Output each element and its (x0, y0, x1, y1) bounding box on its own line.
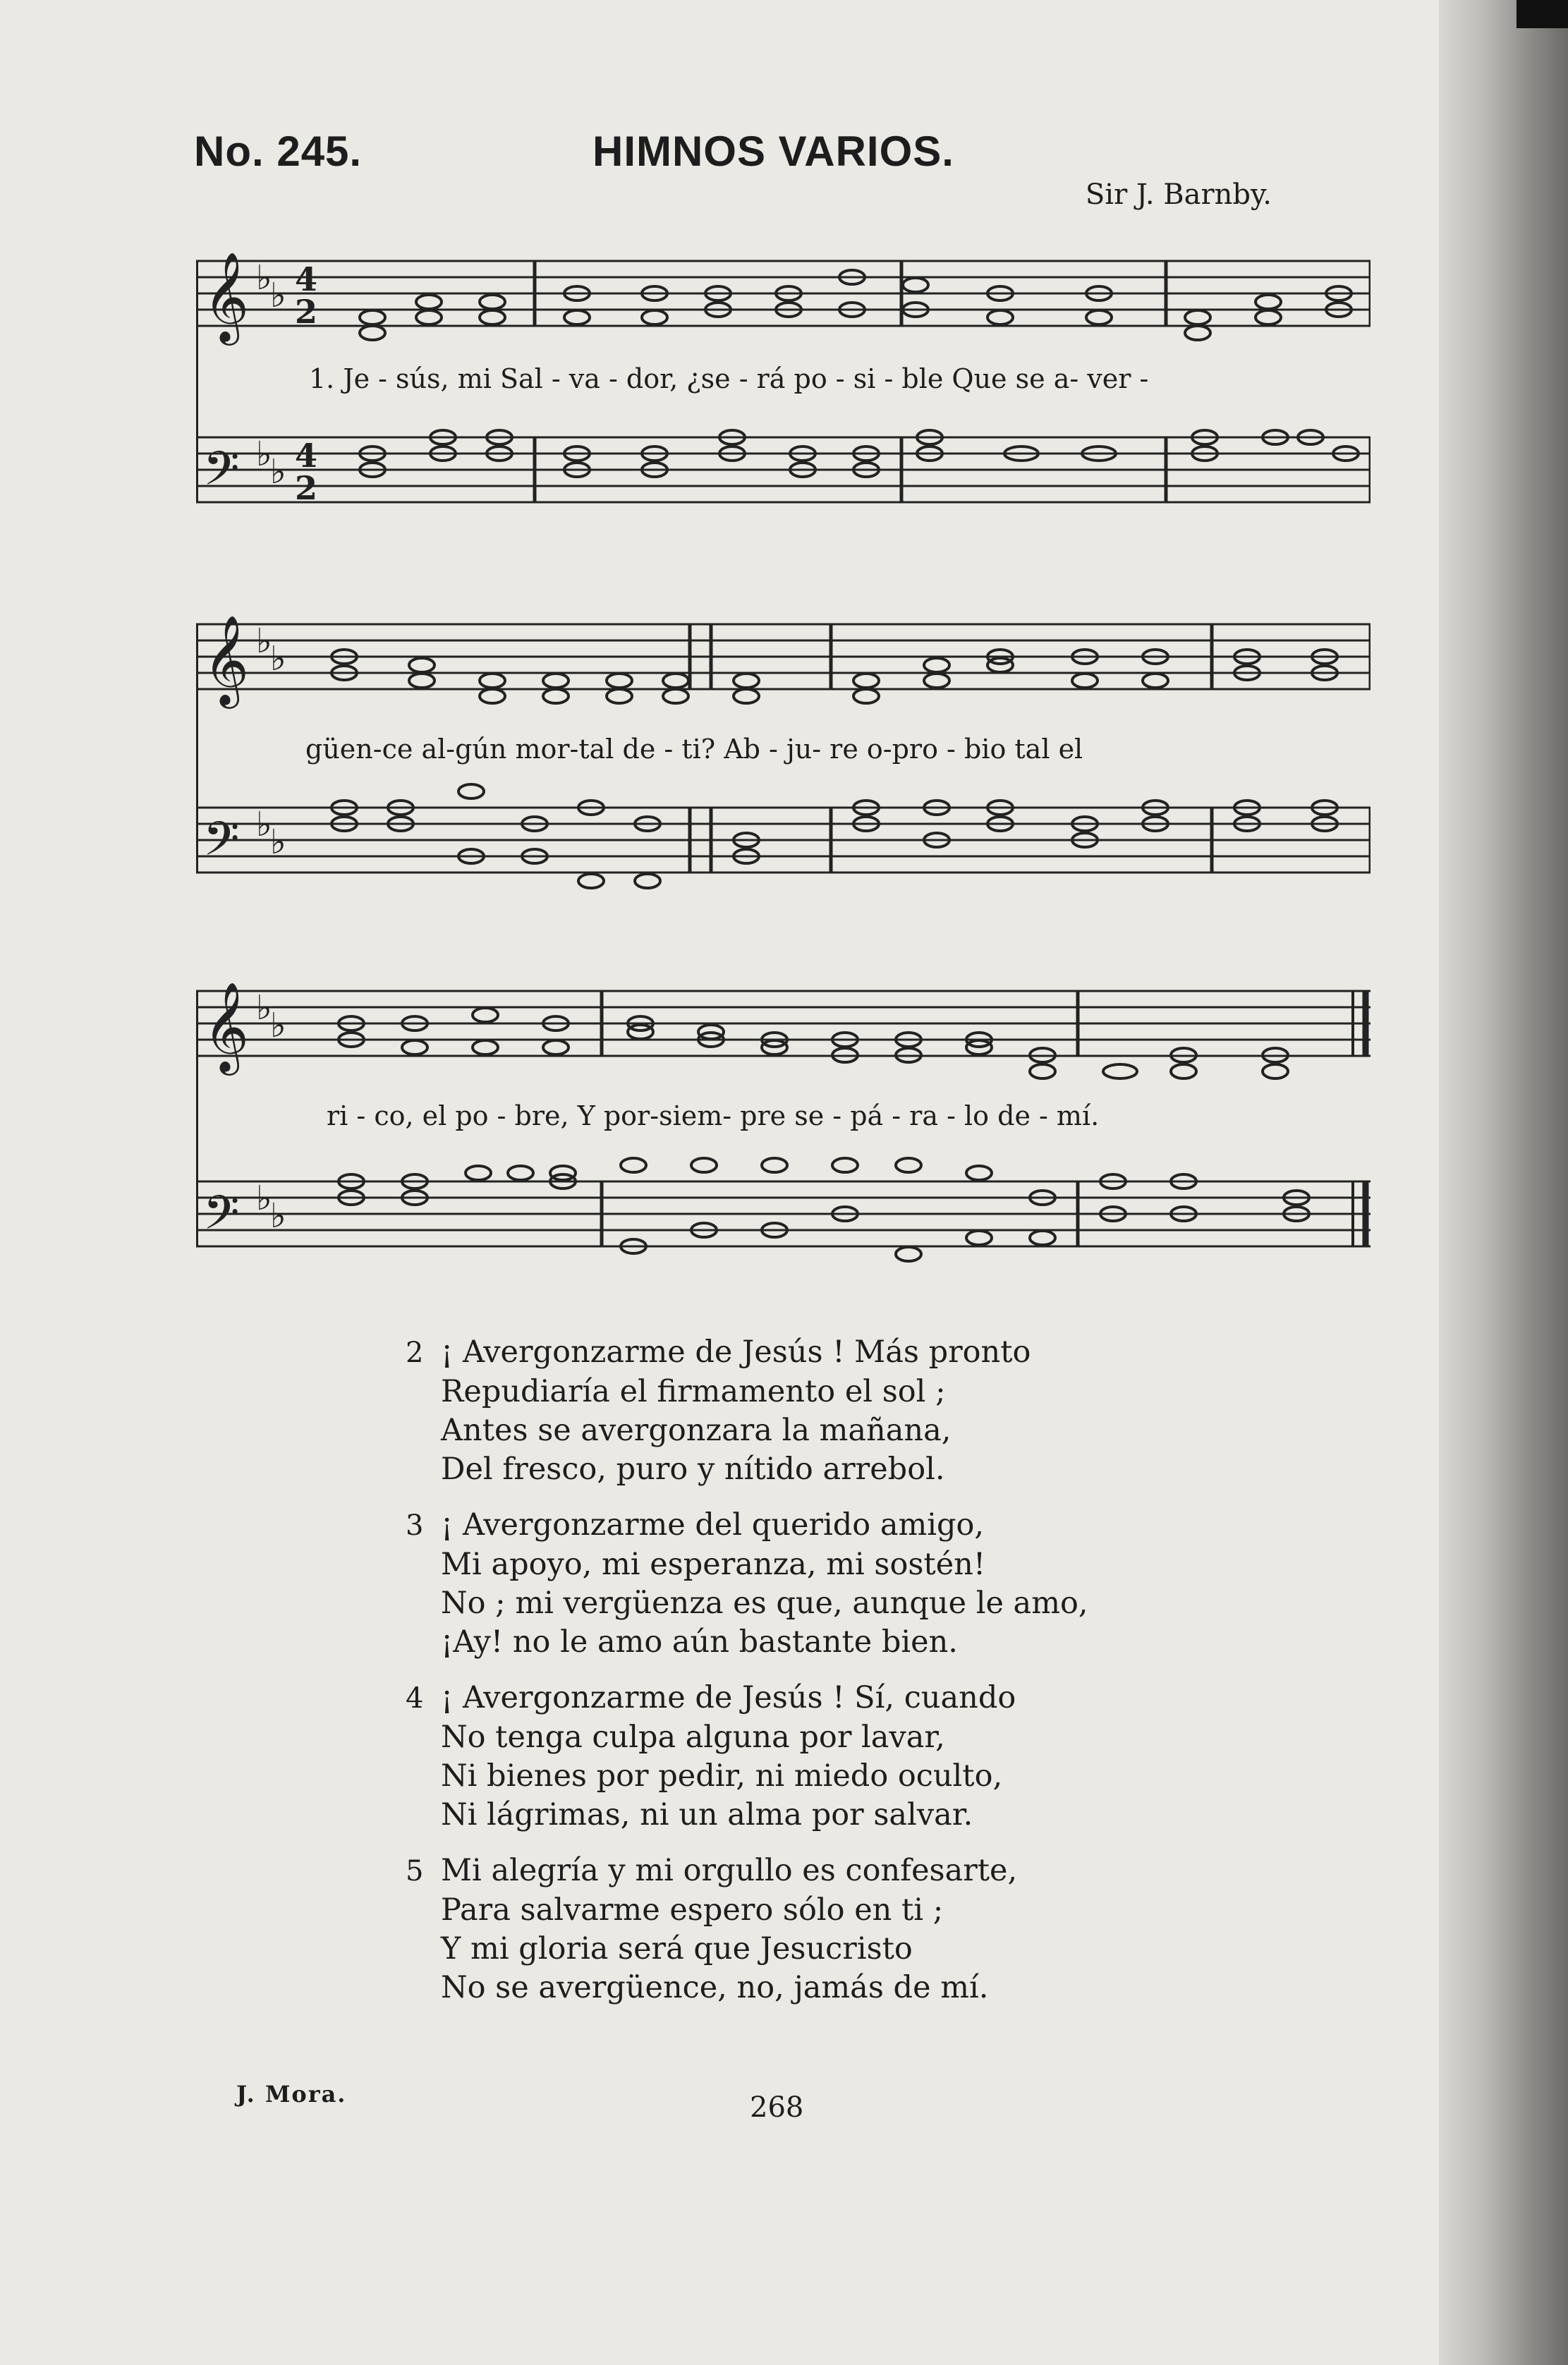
svg-text:♭: ♭ (270, 1196, 286, 1236)
verse-line: Ni bienes por pedir, ni miedo oculto, (441, 1758, 1003, 1794)
svg-text:𝄢: 𝄢 (203, 812, 240, 877)
svg-text:4: 4 (295, 260, 318, 298)
verse-line: Y mi gloria será que Jesucristo (441, 1931, 913, 1966)
svg-text:𝄞: 𝄞 (203, 614, 250, 705)
svg-text:♭: ♭ (256, 434, 272, 474)
svg-text:♭: ♭ (256, 1179, 272, 1218)
music-system-3 (196, 970, 1371, 1273)
stanza-4 (406, 1679, 1252, 1835)
stanza-number: 5 (406, 1855, 424, 1887)
svg-text:𝄢: 𝄢 (203, 1186, 240, 1251)
verse-line: Mi alegría y mi orgullo es confesarte, (441, 1853, 1018, 1888)
svg-text:♭: ♭ (270, 452, 286, 492)
hymn-number: No. 245. (194, 128, 363, 175)
svg-text:♭: ♭ (256, 621, 272, 661)
section-title: HIMNOS VARIOS. (592, 128, 954, 175)
lyrics-line-2: güen-ce al-gún mor-tal de - ti? Ab - ju- re o-pro - bio tal el (305, 734, 1083, 765)
composer: Sir J. Barnby. (1085, 178, 1272, 211)
stanza-number: 2 (406, 1337, 424, 1369)
svg-text:♭: ♭ (270, 822, 286, 862)
stanza-number: 3 (406, 1509, 424, 1542)
stanza-5 (406, 1852, 1252, 2007)
svg-text:♭: ♭ (256, 805, 272, 844)
verse-line: Antes se avergonzara la mañana, (441, 1413, 952, 1448)
verse-line: ¡Ay! no le amo aún bastante bien. (441, 1624, 958, 1660)
music-system-1 (196, 240, 1371, 536)
verse-line: ¡ Avergonzarme de Jesús ! Sí, cuando (441, 1680, 1016, 1715)
verse-line: Mi apoyo, mi esperanza, mi sostén! (441, 1547, 986, 1582)
svg-text:♭: ♭ (270, 1006, 286, 1045)
stanza-2 (406, 1333, 1252, 1489)
svg-text:2: 2 (295, 469, 318, 507)
svg-text:♭: ♭ (256, 988, 272, 1028)
svg-text:𝄢: 𝄢 (203, 442, 240, 507)
book-corner (1517, 0, 1568, 28)
verse-line: No ; mi vergüenza es que, aunque le amo, (441, 1586, 1088, 1621)
verse-line: Del fresco, puro y nítido arrebol. (441, 1452, 945, 1487)
svg-text:4: 4 (295, 437, 318, 475)
verse-line: ¡ Avergonzarme de Jesús ! Más pronto (441, 1335, 1031, 1370)
stanza-number: 4 (406, 1682, 424, 1715)
svg-text:♭: ♭ (256, 258, 272, 298)
svg-text:2: 2 (295, 293, 318, 331)
lyrics-line-3: ri - co, el po - bre, Y por-siem- pre se - pá - ra - lo de - mí. (327, 1100, 1100, 1131)
book-spine-shadow (1439, 0, 1568, 2365)
lyricist: J. Mora. (236, 2081, 347, 2108)
svg-text:𝄞: 𝄞 (203, 251, 250, 341)
verse-line: ¡ Avergonzarme del querido amigo, (441, 1507, 985, 1543)
verse-line: Repudiaría el firmamento el sol ; (441, 1374, 946, 1409)
svg-text:♭: ♭ (270, 276, 286, 315)
svg-text:𝄞: 𝄞 (203, 981, 250, 1071)
verse-line: Ni lágrimas, ni un alma por salvar. (441, 1797, 973, 1832)
page-number: 268 (750, 2091, 804, 2124)
stanza-3 (406, 1506, 1252, 1662)
verse-line: No se avergüence, no, jamás de mí. (441, 1970, 989, 2005)
stanzas (406, 1333, 1252, 2024)
verse-line: No tenga culpa alguna por lavar, (441, 1720, 945, 1755)
svg-text:♭: ♭ (270, 639, 286, 679)
verse-line: Para salvarme espero sólo en ti ; (441, 1892, 944, 1928)
music-system-2 (196, 603, 1371, 920)
lyrics-line-1: 1. Je - sús, mi Sal - va - dor, ¿se - rá po - si - ble Que se a- ver - (309, 363, 1149, 394)
